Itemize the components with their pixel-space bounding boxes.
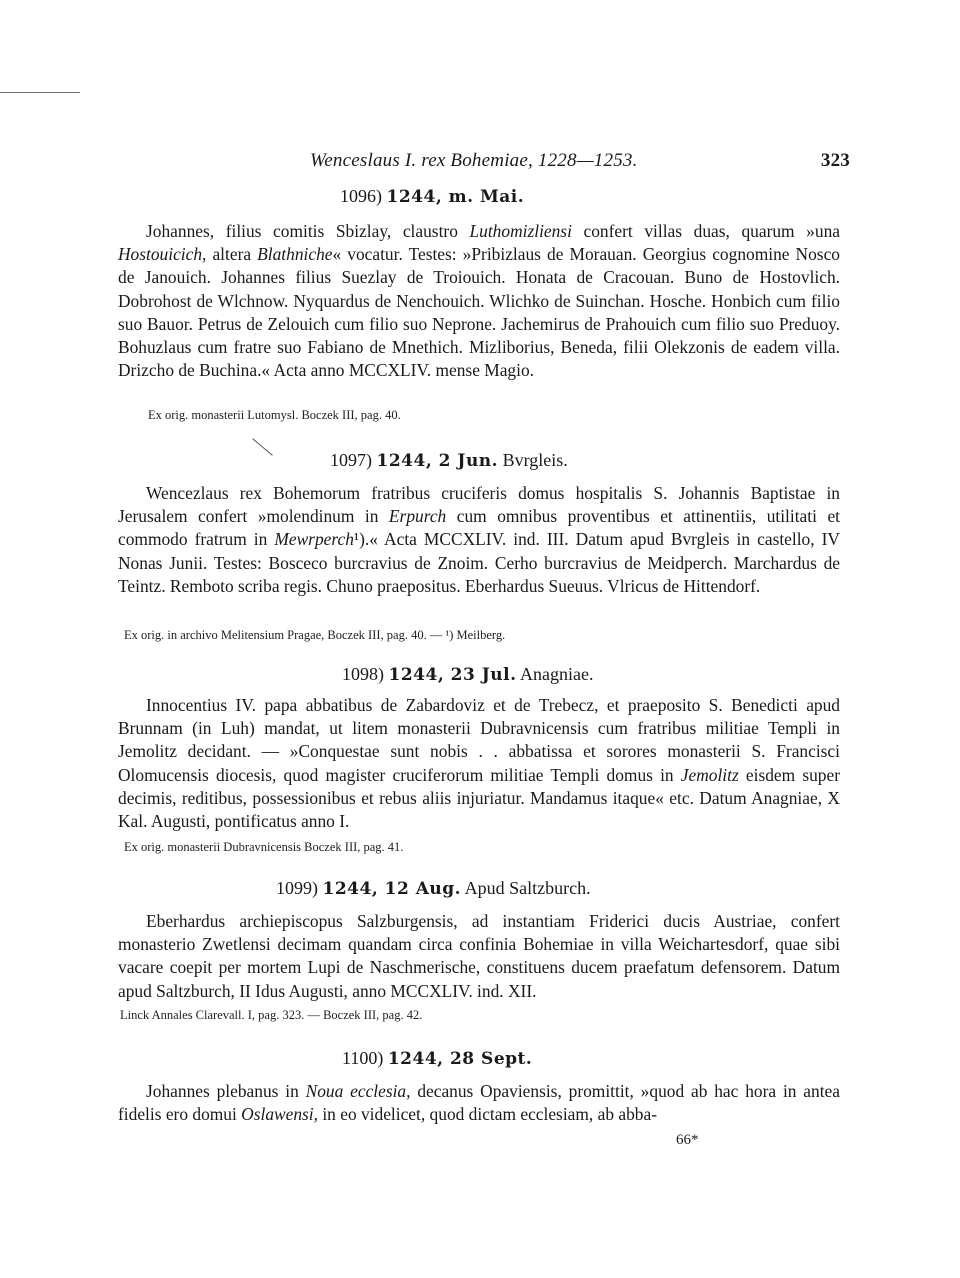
- page-number: 323: [820, 150, 850, 171]
- entry-text-1097: Wencezlaus rex Bohemorum fratribus cruciferis domus hospitalis S. Johannis Baptistae in Jerusalem confert »molendinum in Erpurch cum omnibus proventibus et attinentiis, utilitati et commodo fratrum in Mewrperch¹).« Acta MCCXLIV. ind. III. Datum apud Bvrgleis in castello, IV Nonas Junii. Testes: Bosceco burcravius de Znoim. Cerho burcravius de Meidperch. Marchardus de Teintz. Remboto scriba regis. Chuno praepositus. Eberhardus Sueuus. Vlricus de Hittendorf.: [118, 483, 840, 596]
- entry-date: 1244, m. Mai.: [386, 187, 525, 207]
- entry-date: 1244, 23 Jul.: [388, 665, 517, 685]
- running-head: [310, 150, 850, 174]
- entry-heading-1098: [342, 664, 594, 685]
- entry-heading-1096: [340, 186, 524, 207]
- entry-place: Anagniae.: [520, 664, 594, 684]
- entry-text-1099: Eberhardus archiepiscopus Salzburgensis, ad instantiam Friderici ducis Austriae, confert monasterio Zwetlensi decimam quandam circa confinia Bohemiae in villa Weichartesdorf, quae sibi vacare coepit per mortem Lupi de Naschmerische, constituens ducem praefatum defensorem. Datum apud Saltzburch, II Idus Augusti, anno MCCXLIV. ind. XII.: [118, 911, 840, 1001]
- entry-heading-1100: [342, 1048, 532, 1069]
- entry-source-1098: Ex orig. monasterii Dubravnicensis Boczek III, pag. 41.: [124, 840, 404, 854]
- entry-number: 1097): [330, 450, 372, 470]
- entry-text-1096: Johannes, filius comitis Sbizlay, claustro Luthomizliensi confert villas duas, quarum »una Hostouicich, altera Blathniche« vocatur. Testes: »Pribizlaus de Morauan. Georgius cognomine Nosco de Janouich. Johannes filius Suezlay de Troiouich. Honata de Cracouan. Buno de Hostovlich. Dobrohost de Wlchnow. Nyquardus de Nenchouich. Wlichko de Suinchan. Hosche. Honbich cum filio suo Bauor. Petrus de Zelouich cum filio suo Neprone. Jachemirus de Prahouich cum filio suo Preduoy. Bohuzlaus cum fratre suo Fabiano de Mnethich. Mizliborius, Beneda, filii Olekzonis de eadem villa. Drizcho de Buchina.« Acta anno MCCXLIV. mense Magio.: [118, 221, 840, 381]
- entry-number: 1099): [276, 878, 318, 898]
- entry-date: 1244, 2 Jun.: [376, 451, 499, 471]
- entry-date: 1244, 28 Sept.: [387, 1049, 533, 1069]
- entry-source-1097: Ex orig. in archivo Melitensium Pragae, Boczek III, pag. 40. — ¹) Meilberg.: [124, 628, 506, 642]
- signature-mark: 66*: [676, 1132, 699, 1148]
- scan-artifact-line: [0, 92, 80, 93]
- entry-text-1098: Innocentius IV. papa abbatibus de Zabardoviz et de Trebecz, et praeposito S. Benedicti apud Brunnam (in Luh) mandat, ut litem monasterii Dubravnicensis cum fratribus militiae Templi in Jemolitz decidant. — »Conquestae sunt nobis . . abbatissa et sorores monasterii S. Francisci Olomucensis diocesis, quod magister cruciferorum militiae Templi domus in Jemolitz eisdem super decimis, reditibus, possessionibus et rebus aliis injuriatur. Mandamus itaque« etc. Datum Anagniae, X Kal. Augusti, pontificatus anno I.: [118, 695, 840, 832]
- entry-source-1096: Ex orig. monasterii Lutomysl. Boczek III, pag. 40.: [148, 408, 401, 422]
- entry-date: 1244, 12 Aug.: [322, 879, 462, 899]
- entry-number: 1096): [340, 186, 382, 206]
- entry-number: 1100): [342, 1048, 384, 1068]
- entry-source-1099: Linck Annales Clarevall. I, pag. 323. — Boczek III, pag. 42.: [120, 1008, 423, 1022]
- entry-number: 1098): [342, 664, 384, 684]
- pencil-mark: [252, 438, 273, 455]
- running-head-title: Wenceslaus I. rex Bohemiae, 1228—1253.: [310, 150, 638, 171]
- entry-place: Bvrgleis.: [502, 450, 568, 470]
- entry-text-1100: Johannes plebanus in Noua ecclesia, decanus Opaviensis, promittit, »quod ab hac hora in antea fidelis ero domui Oslawensi, in eo videlicet, quod dictam ecclesiam, ab abba-: [118, 1081, 840, 1125]
- entry-place: Apud Saltzburch.: [464, 878, 591, 898]
- entry-heading-1099: [276, 878, 591, 899]
- entry-heading-1097: [330, 450, 568, 471]
